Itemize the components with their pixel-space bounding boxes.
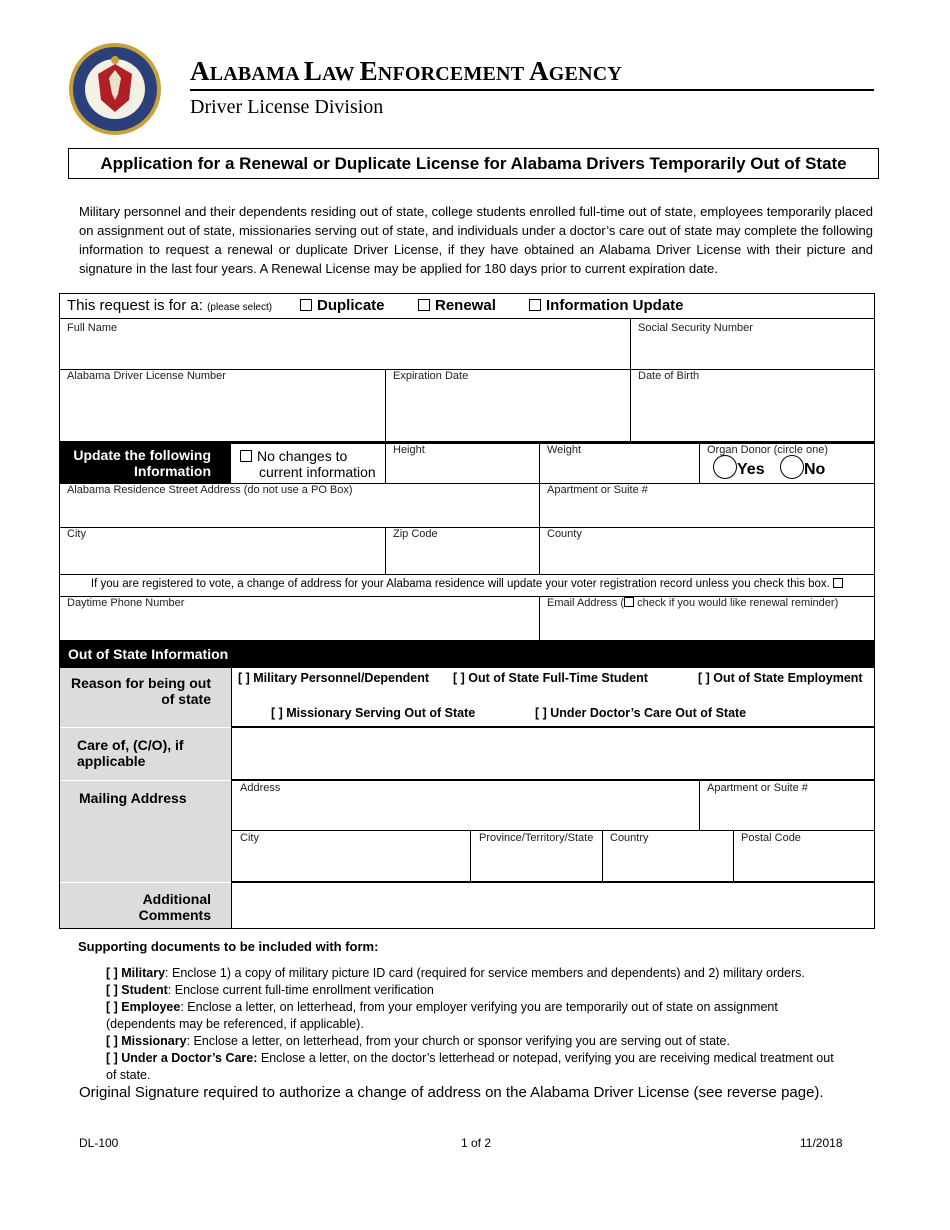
duplicate-checkbox[interactable]: Duplicate [300, 297, 385, 314]
no-changes-checkbox[interactable]: No changes to current information [240, 448, 376, 480]
street-address-field[interactable]: Alabama Residence Street Address (do not use a PO Box) [67, 484, 353, 496]
mailing-apt-field[interactable]: Apartment or Suite # [707, 782, 808, 794]
intro-paragraph: Military personnel and their dependents residing out of state, college students enrolled full-time out of state, employees temporarily placed on assignment out of state, missionaries serving out of state, and individuals under a doctor’s care out of state may complete the following information to request a renewal or duplicate Driver License, if they have obtained an Alabama Driver License with their picture and signature in the last four years. A Renewal License may be applied for 180 days prior to current expiration date. [79, 204, 873, 276]
doc-employee[interactable]: [ ] Employee: Enclose a letter, on letterhead, from your employer verifying you are temporarily out of state on assignment (dependents may be referenced, if applicable). [106, 1000, 778, 1031]
email-field[interactable]: Email Address ( check if you would like renewal reminder) [547, 597, 839, 609]
mailing-address-field[interactable]: Address [240, 782, 281, 794]
expiration-date-field[interactable]: Expiration Date [393, 370, 469, 382]
height-field[interactable]: Height [393, 444, 425, 456]
mailing-address-label: Mailing Address [60, 781, 231, 882]
province-field[interactable]: Province/Territory/State [479, 832, 594, 844]
ssn-field[interactable]: Social Security Number [638, 322, 753, 334]
apt-suite-field[interactable]: Apartment or Suite # [547, 484, 648, 496]
doc-student[interactable]: [ ] Student: Enclose current full-time enrollment verification [106, 983, 434, 997]
information-update-checkbox[interactable]: Information Update [529, 297, 684, 314]
zip-code-field[interactable]: Zip Code [393, 528, 438, 540]
agency-name: ALABAMA LAW ENFORCEMENT AGENCY [190, 56, 623, 86]
out-of-state-header: Out of State Information [59, 640, 875, 668]
organ-donor-label: Organ Donor (circle one) [707, 444, 829, 456]
supporting-docs-list [106, 965, 841, 1084]
reason-missionary[interactable]: [ ] Missionary Serving Out of State [271, 706, 476, 720]
additional-comments-label: Additional Comments [60, 883, 231, 928]
revision-date: 11/2018 [800, 1136, 843, 1150]
dob-field[interactable]: Date of Birth [638, 370, 700, 382]
reason-military[interactable]: [ ] Military Personnel/Dependent [238, 671, 430, 685]
form-title: Application for a Renewal or Duplicate License for Alabama Drivers Temporarily Out of State [68, 148, 879, 179]
county-field[interactable]: County [547, 528, 582, 540]
care-of-label: Care of, (C/O), if applicable [60, 728, 231, 780]
postal-code-field[interactable]: Postal Code [741, 832, 801, 844]
supporting-docs-title: Supporting documents to be included with form: [78, 939, 379, 954]
mailing-city-field[interactable]: City [240, 832, 259, 844]
reason-doctor-care[interactable]: [ ] Under Doctor’s Care Out of State [535, 706, 747, 720]
country-field[interactable]: Country [610, 832, 649, 844]
reason-student[interactable]: [ ] Out of State Full-Time Student [453, 671, 648, 685]
update-information-label: Update the following Information [59, 444, 231, 483]
voter-registration-note[interactable]: If you are registered to vote, a change of address for your Alabama residence will update your voter registration record unless you check this box. [59, 577, 875, 591]
doc-doctor[interactable]: [ ] Under a Doctor’s Care: Enclose a letter, on the doctor’s letterhead or notepad, verifying you are receiving medical treatment out of state. [106, 1051, 834, 1082]
signature-note: Original Signature required to authorize a change of address on the Alabama Driver License (see reverse page). [79, 1084, 824, 1101]
agency-seal [68, 42, 162, 136]
renewal-checkbox[interactable]: Renewal [418, 297, 496, 314]
organ-donor-yes[interactable]: Yes [713, 455, 765, 479]
doc-military[interactable]: [ ] Military: Enclose 1) a copy of military picture ID card (required for service members and dependents) and 2) military orders. [106, 966, 805, 980]
additional-comments-field[interactable] [232, 883, 874, 928]
weight-field[interactable]: Weight [547, 444, 582, 456]
dl-number-field[interactable]: Alabama Driver License Number [67, 370, 226, 382]
form-id: DL-100 [79, 1136, 119, 1150]
page-number: 1 of 2 [461, 1136, 492, 1150]
city-field[interactable]: City [67, 528, 86, 540]
reason-label: Reason for being out of state [60, 668, 231, 727]
phone-field[interactable]: Daytime Phone Number [67, 597, 185, 609]
organ-donor-no[interactable]: No [780, 455, 825, 479]
request-label: This request is for a: (please select) [67, 297, 273, 314]
full-name-field[interactable]: Full Name [67, 322, 118, 334]
care-of-field[interactable] [232, 728, 874, 779]
header-rule [190, 89, 874, 91]
division-name: Driver License Division [190, 96, 384, 118]
doc-missionary[interactable]: [ ] Missionary: Enclose a letter, on letterhead, from your church or sponsor verifying you are serving out of state. [106, 1034, 730, 1048]
reason-employment[interactable]: [ ] Out of State Employment [698, 671, 863, 685]
